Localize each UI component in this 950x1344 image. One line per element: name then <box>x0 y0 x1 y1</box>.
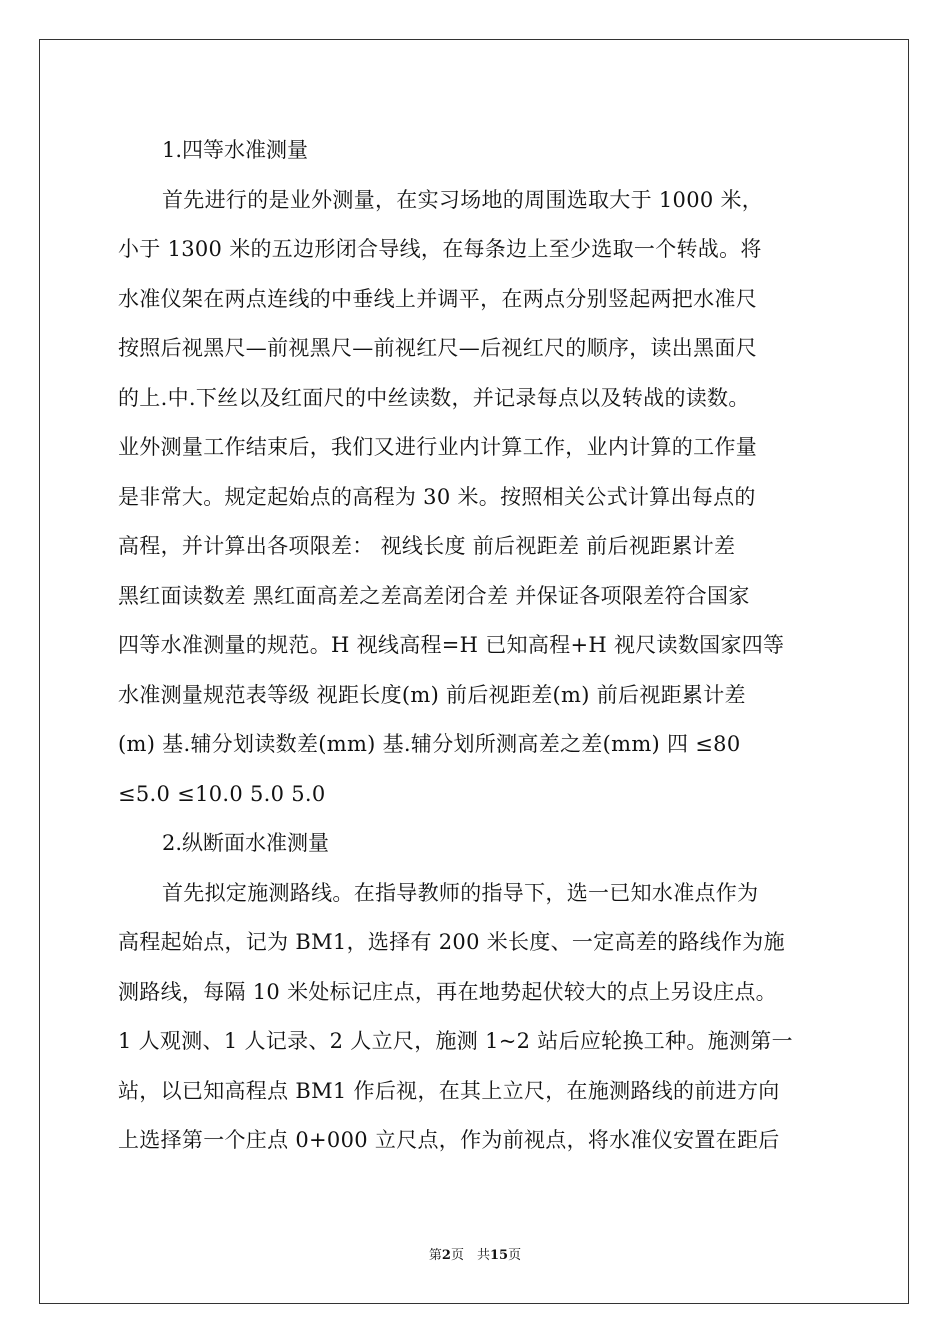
section-2-paragraph <box>118 869 838 1166</box>
paragraph-line: (m) 基.辅分划读数差(mm) 基.辅分划所测高差之差(mm) 四 ≤80 <box>118 732 741 756</box>
page-mid: 页 共 <box>450 1248 490 1263</box>
section-heading-1: 1.四等水准测量 <box>162 138 309 162</box>
paragraph-line: 首先进行的是业外测量，在实习场地的周围选取大于 1000 米， <box>162 187 764 212</box>
paragraph-line: 小于 1300 米的五边形闭合导线，在每条边上至少选取一个转战。将 <box>118 237 762 261</box>
paragraph-line: 水准仪架在两点连线的中垂线上并调平，在两点分别竖起两把水准尺 <box>118 286 757 311</box>
total-page-number: 15 <box>489 1248 509 1263</box>
paragraph-line: 上选择第一个庄点 0+000 立尺点，作为前视点，将水准仪安置在距后 <box>118 1128 780 1152</box>
paragraph-line: 高程，并计算出各项限差： 视线长度 前后视距差 前后视距累计差 <box>118 534 736 558</box>
paragraph-line: 水准测量规范表等级 视距长度(m) 前后视距差(m) 前后视距累计差 <box>118 682 746 707</box>
paragraph-line: 1 人观测、1 人记录、2 人立尺，施测 1~2 站后应轮换工种。施测第一 <box>118 1029 793 1053</box>
page-suffix: 页 <box>508 1248 522 1263</box>
section-1-paragraph <box>118 176 838 820</box>
paragraph-line: 四等水准测量的规范。H 视线高程=H 已知高程+H 视尺读数国家四等 <box>118 633 785 657</box>
paragraph-line: 黑红面读数差 黑红面高差之差高差闭合差 并保证各项限差符合国家 <box>118 583 750 608</box>
paragraph-line: 业外测量工作结束后，我们又进行业内计算工作，业内计算的工作量 <box>118 435 757 459</box>
page-footer <box>0 1244 950 1263</box>
paragraph-line: 的上.中.下丝以及红面尺的中丝读数，并记录每点以及转战的读数。 <box>118 385 750 410</box>
page-prefix: 第 <box>428 1248 442 1263</box>
paragraph-line: 测路线，每隔 10 米处标记庄点，再在地势起伏较大的点上另设庄点。 <box>118 979 777 1004</box>
paragraph-line: 按照后视黑尺—前视黑尺—前视红尺—后视红尺的顺序，读出黑面尺 <box>118 336 757 360</box>
paragraph-line: 站，以已知高程点 BM1 作后视，在其上立尺，在施测路线的前进方向 <box>118 1078 780 1103</box>
paragraph-line: 是非常大。规定起始点的高程为 30 米。按照相关公式计算出每点的 <box>118 484 756 509</box>
paragraph-line: ≤5.0 ≤10.0 5.0 5.0 <box>118 781 326 806</box>
document-body <box>118 126 838 1166</box>
paragraph-line: 高程起始点，记为 BM1，选择有 200 米长度、一定高差的路线作为施 <box>118 930 785 954</box>
current-page-number: 2 <box>441 1248 451 1263</box>
paragraph-line: 首先拟定施测路线。在指导教师的指导下，选一已知水准点作为 <box>162 880 759 905</box>
section-heading-2: 2.纵断面水准测量 <box>162 831 330 855</box>
